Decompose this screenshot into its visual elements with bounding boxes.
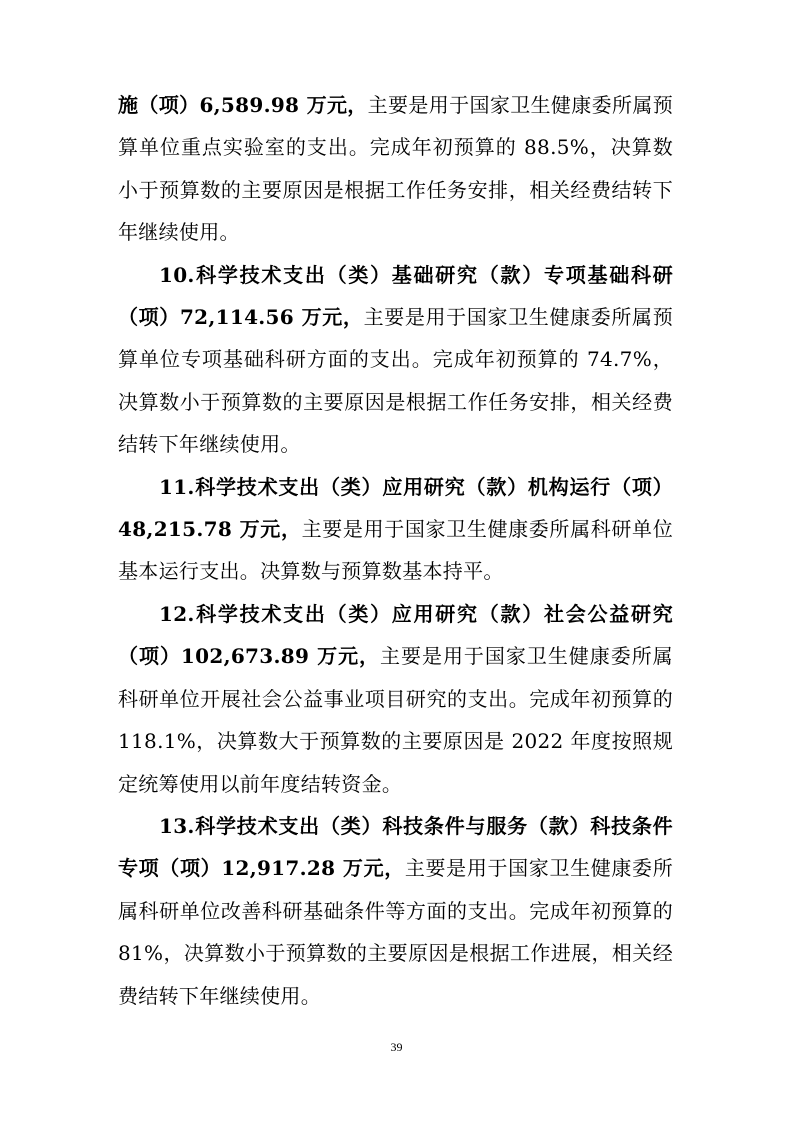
paragraph-body: 主要是用于国家卫生健康委所属预算单位重点实验室的支出。完成年初预算的 88.5%，决算数小于预算数的主要原因是根据工作任务安排，相关经费结转下年继续使用。 xyxy=(118,93,674,245)
paragraph-heading: 10.科学技术支出（类）基础研究（款）专项基础科研（项）72,114.56 万元， xyxy=(118,262,673,330)
paragraph-body: 主要是用于国家卫生健康委所属预算单位专项基础科研方面的支出。完成年初预算的 74.7%，决算数小于预算数的主要原因是根据工作任务安排，相关经费结转下年继续使用。 xyxy=(118,305,674,457)
paragraph-heading: 11.科学技术支出（类）应用研究（款）机构运行（项）48,215.78 万元， xyxy=(118,474,673,542)
paragraph-body: 主要是用于国家卫生健康委所属科研单位基本运行支出。决算数与预算数基本持平。 xyxy=(118,517,673,584)
paragraph-13 xyxy=(118,805,673,1017)
paragraph-12 xyxy=(118,593,673,805)
paragraph-body: 主要是用于国家卫生健康委所属科研单位开展社会公益事业项目研究的支出。完成年初预算的118.1%，决算数大于预算数的主要原因是 2022 年度按照规定统筹使用以前年度结转资金。 xyxy=(118,644,673,796)
paragraph-heading: 13.科学技术支出（类）科技条件与服务（款）科技条件专项（项）12,917.28 万元， xyxy=(118,813,673,881)
paragraph-heading: 12.科学技术支出（类）应用研究（款）社会公益研究（项）102,673.89 万元， xyxy=(118,601,673,669)
paragraph-heading: 施（项）6,589.98 万元， xyxy=(118,93,368,117)
page-number: 39 xyxy=(390,1040,403,1054)
paragraph-11 xyxy=(118,466,673,593)
paragraph-10 xyxy=(118,254,673,466)
paragraph-body: 主要是用于国家卫生健康委所属科研单位改善科研基础条件等方面的支出。完成年初预算的81%，决算数小于预算数的主要原因是根据工作进展，相关经费结转下年继续使用。 xyxy=(118,856,673,1008)
document-page xyxy=(118,84,673,1017)
paragraph-9-continuation xyxy=(118,84,673,254)
